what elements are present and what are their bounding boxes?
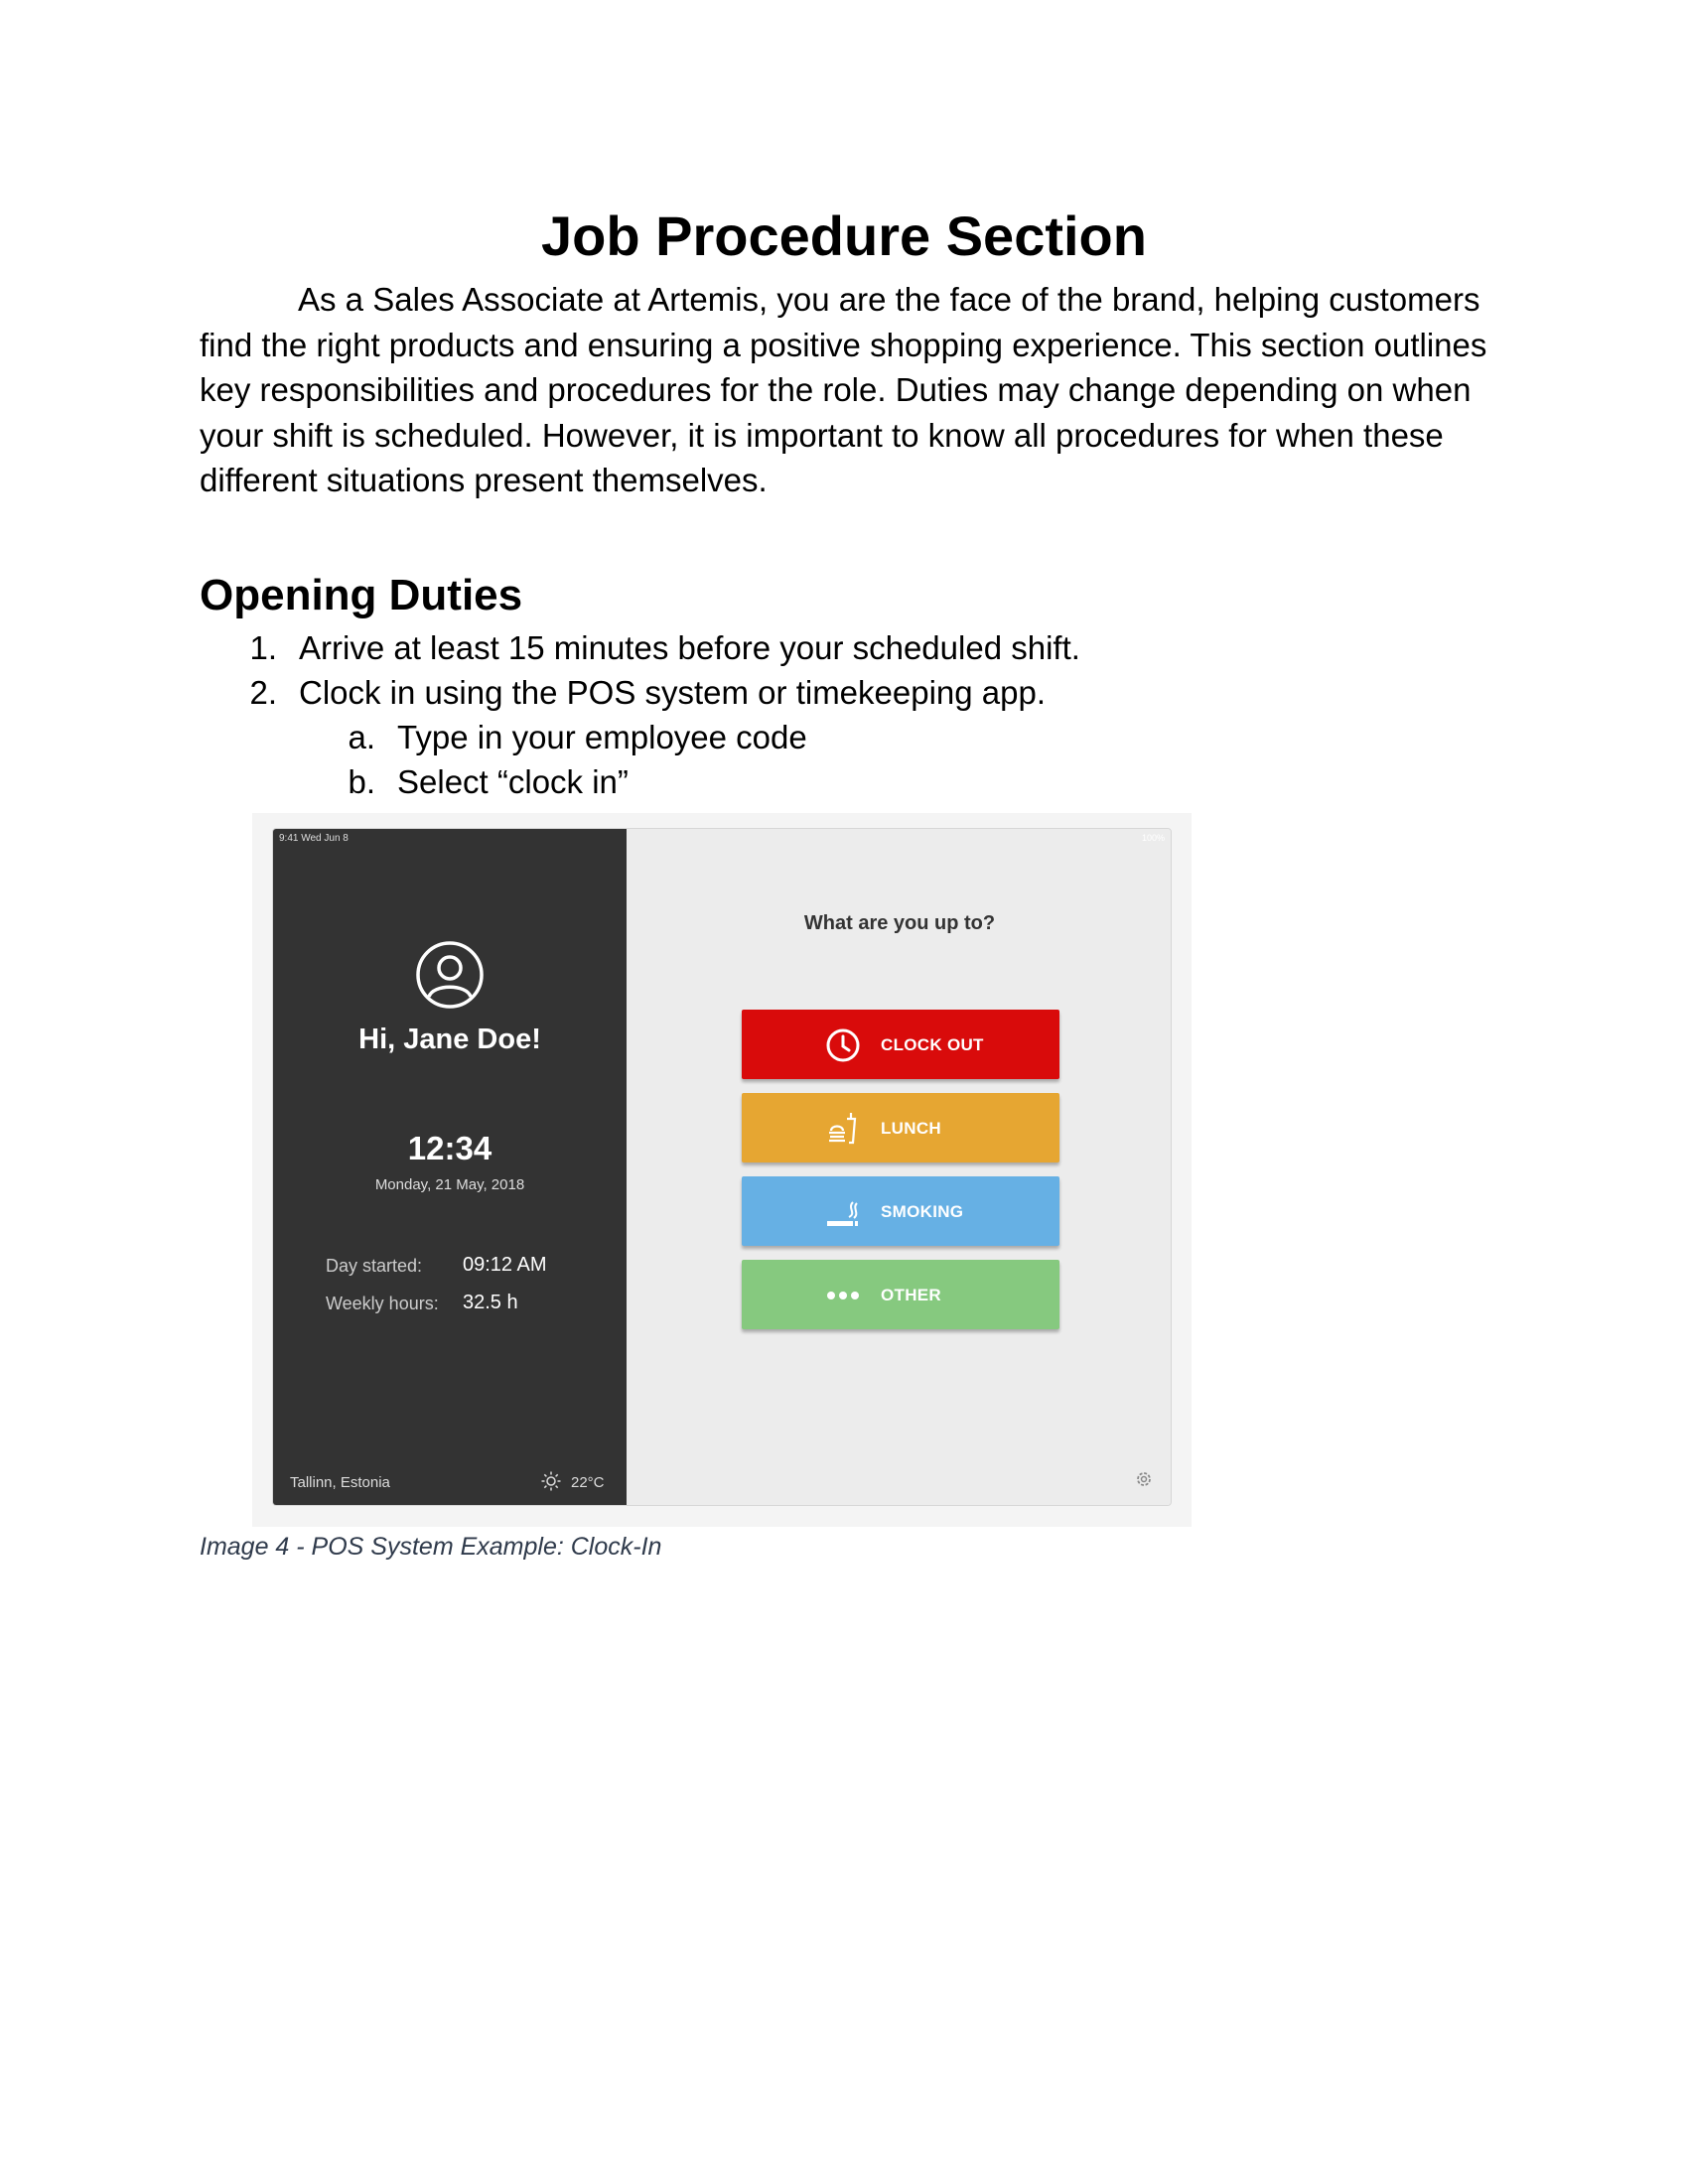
sub-list-item — [348, 715, 807, 760]
action-prompt: What are you up to? — [803, 912, 996, 934]
clock-icon — [825, 1027, 861, 1063]
list-marker: 1. — [249, 629, 277, 666]
user-panel — [273, 829, 627, 1506]
smoking-button[interactable] — [742, 1176, 1059, 1246]
status-bar-battery: 100% — [1141, 833, 1165, 843]
pos-screenshot-figure — [252, 813, 1192, 1527]
day-started-value: 09:12 AM — [463, 1254, 547, 1276]
clock-out-button[interactable] — [742, 1010, 1059, 1079]
list-item-text: Select “clock in” — [397, 763, 629, 800]
more-dots-icon — [825, 1278, 861, 1313]
list-item — [249, 625, 1080, 671]
list-marker: b. — [348, 763, 375, 800]
location: Tallinn, Estonia — [290, 1474, 390, 1491]
smoking-label: SMOKING — [881, 1202, 964, 1221]
weather — [541, 1470, 621, 1492]
settings-gear-icon[interactable] — [1133, 1468, 1155, 1490]
lunch-icon — [825, 1111, 861, 1147]
greeting: Hi, Jane Doe! — [358, 1024, 541, 1055]
list-marker: 2. — [249, 674, 277, 711]
action-panel — [627, 829, 1172, 1506]
current-date: Monday, 21 May, 2018 — [374, 1176, 525, 1193]
list-item-text: Type in your employee code — [397, 719, 807, 755]
list-item — [249, 670, 1047, 716]
figure-caption: Image 4 - POS System Example: Clock-In — [200, 1533, 662, 1561]
weekly-hours-value: 32.5 h — [463, 1292, 518, 1313]
other-button[interactable] — [742, 1260, 1059, 1329]
list-marker: a. — [348, 719, 375, 755]
pos-tablet-screen — [272, 828, 1172, 1506]
smoking-icon — [825, 1194, 861, 1230]
other-label: OTHER — [881, 1286, 941, 1304]
lunch-label: LUNCH — [881, 1119, 941, 1138]
sun-icon — [541, 1471, 561, 1491]
user-avatar-icon — [415, 940, 485, 1010]
intro-paragraph — [200, 277, 1490, 503]
status-bar-time: 9:41 Wed Jun 8 — [279, 833, 349, 844]
day-started-label: Day started: — [326, 1256, 423, 1276]
list-item-text: Clock in using the POS system or timekeeping app. — [299, 674, 1047, 711]
page-title: Job Procedure Section — [541, 205, 1147, 267]
list-item-text: Arrive at least 15 minutes before your scheduled shift. — [299, 629, 1080, 666]
clock-out-label: CLOCK OUT — [881, 1035, 984, 1054]
lunch-button[interactable] — [742, 1093, 1059, 1162]
section-heading: Opening Duties — [200, 571, 523, 619]
sub-list-item — [348, 759, 629, 805]
current-time: 12:34 — [407, 1130, 492, 1166]
intro-text: As a Sales Associate at Artemis, you are the face of the brand, helping customers find the right products and ensuring a positive shopping experience. This section outlines key responsibilities and procedures for the role. Duties may change depending on when your shift is scheduled. However, it is important to know all procedures for when these different situations present themselves. — [200, 281, 1487, 498]
temperature: 22°C — [571, 1474, 605, 1491]
weekly-hours-label: Weekly hours: — [326, 1294, 439, 1313]
